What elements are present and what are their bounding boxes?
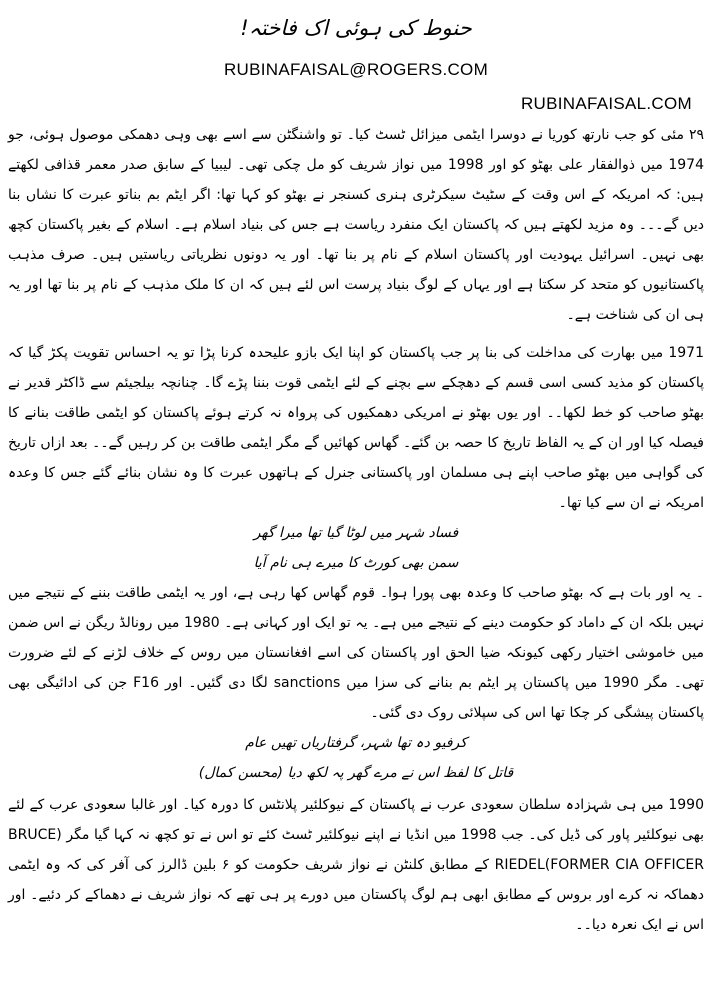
article-title: حنوط کی ہوئی اک فاختہ!: [240, 16, 472, 40]
paragraph-2: 1971 میں بھارت کی مداخلت کی بنا پر جب پاکستان کو اپنا ایک بازو علیحدہ کرنا پڑا تو یہ احساس تقویت پکڑ گیا کہ پاکستان کو مذید کسی اسی قسم کے دھچکے سے بچنے کے لئے ایٹمی قوت بننا پڑے گا۔ چنانچہ بیلجیئم سے ڈاکٹر قدیر نے بھٹو صاحب کو خط لکھا۔۔ اور یوں بھٹو نے امریکی دھمکیوں کی پرواہ نہ کرتے ہوئے پاکستان کو ایٹمی طاقت بنانے کا فیصلہ کیا اور ان کے یہ الفاظ تاریخ کا حصہ بن گئے۔ گھاس کھائیں گے مگر ایٹمی طاقت بن کر رہیں گے۔۔ بعد ازاں تاریخ کی گواہی میں بھٹو صاحب اپنے ہی مسلمان اور پاکستانی جنرل کے ہاتھوں عبرت کا وہ نشان بنائے گئے جس کا وعدہ امریکہ نے ان سے کیا تھا۔: [8, 345, 704, 511]
verse-line-1: فساد شہر میں لوٹا گیا تھا میرا گھر: [253, 525, 459, 541]
author-email: RUBINAFAISAL@ROGERS.COM: [223, 60, 489, 79]
verse-line-2: سمن بھی کورٹ کا میرے ہی نام آیا: [253, 555, 459, 571]
paragraph-4: 1990 میں ہی شہزادہ سلطان سعودی عرب نے پاکستان کے نیوکلئیر پلانٹس کا دورہ کیا۔ اور غالبا سعودی عرب کے لئے بھی نیوکلئیر پاور کی ڈیل کی۔ جب 1998 میں انڈیا نے اپنے نیوکلئیر ٹسٹ کئے تو اس نے تو کچھ نہ کہا گیا مگر (BRUCE RIEDEL(FORMER CIA OFFICER کے مطابق کلنٹن نے نواز شریف حکومت کو ۶ بلین ڈالرز کی آفر کی کہ وہ ایٹمی دھماکہ نہ کرے اور بروس کے مطابق ابھی ہم لوگ پاکستان میں دورے پر ہی تھے کہ نواز شریف نے دھماکے کر دئیے۔ اور اس نے ایک نعرہ دیا۔۔: [8, 797, 705, 933]
author-website: RUBINAFAISAL.COM: [520, 94, 692, 113]
paragraph-3: ۔ یہ اور بات ہے کہ بھٹو صاحب کا وعدہ بھی پورا ہوا۔ قوم گھاس کھا رہی ہے، اور یہ ایٹمی طاقت بننے کے نتیجے میں نہیں بلکہ ان کے داماد کو حکومت دینے کے نتیجے میں ہے۔ یہ تو ایک اور کہانی ہے۔ 1980 میں رونالڈ ریگن نے اس ضمن میں خاموشی اختیار رکھی کیونکہ ضیا الحق اور پاکستان کی اسے افغانستان میں روس کے خلاف لڑنے کے لئے ضرورت تھی۔ مگر 1990 میں پاکستان پر ایٹم بم بنانے کی سزا میں sanctions لگا دی گئیں۔ اور F16 جن کی ادائیگی بھی پاکستان پیشگی کر چکا تھا اس کی سپلائی روک دی گئی۔: [8, 585, 705, 721]
verse-line-4: قاتل کا لفظ اس نے مرے گھر پہ لکھ دیا (محسن کمال): [198, 765, 514, 781]
verse-line-3: کرفیو دہ تھا شہر، گرفتاریاں تھیں عام: [245, 735, 467, 751]
paragraph-1: ۲۹ مئی کو جب نارتھ کوریا نے دوسرا ایٹمی میزائل ٹسٹ کیا۔ تو واشنگٹن سے اسے بھی وہی دھمکی موصول ہوئی، جو 1974 میں ذوالفقار علی بھٹو کو اور 1998 میں نواز شریف کو مل چکی تھی۔ لیبیا کے سابق صدر معمر قذافی لکھتے ہیں: کہ امریکہ کے اس وقت کے سٹیٹ سیکرٹری ہنری کسنجر نے بھٹو کو کہا تھا: اگر ایٹم بم بناتو عبرت کا نشاں بنا دیں گے۔۔۔ وہ مزید لکھتے ہیں کہ پاکستان ایک منفرد ریاست ہے جس کی بنیاد اسلام ہے۔ اسلام کے بغیر پاکستان کچھ بھی نہیں۔ اسرائیل یہودیت اور پاکستان اسلام کے نام پر بنا تھا۔ اور یہ دونوں نظریاتی ریاستیں ہیں۔ صرف مذہب پاکستانیوں کو متحد کر سکتا ہے اور یہاں کے لوگ بنیاد پرست اس لئے ہیں کہ ان کا ملک مذہب کے نام پر بنا تھا اور یہ ہی ان کی شناخت ہے۔: [8, 127, 704, 323]
